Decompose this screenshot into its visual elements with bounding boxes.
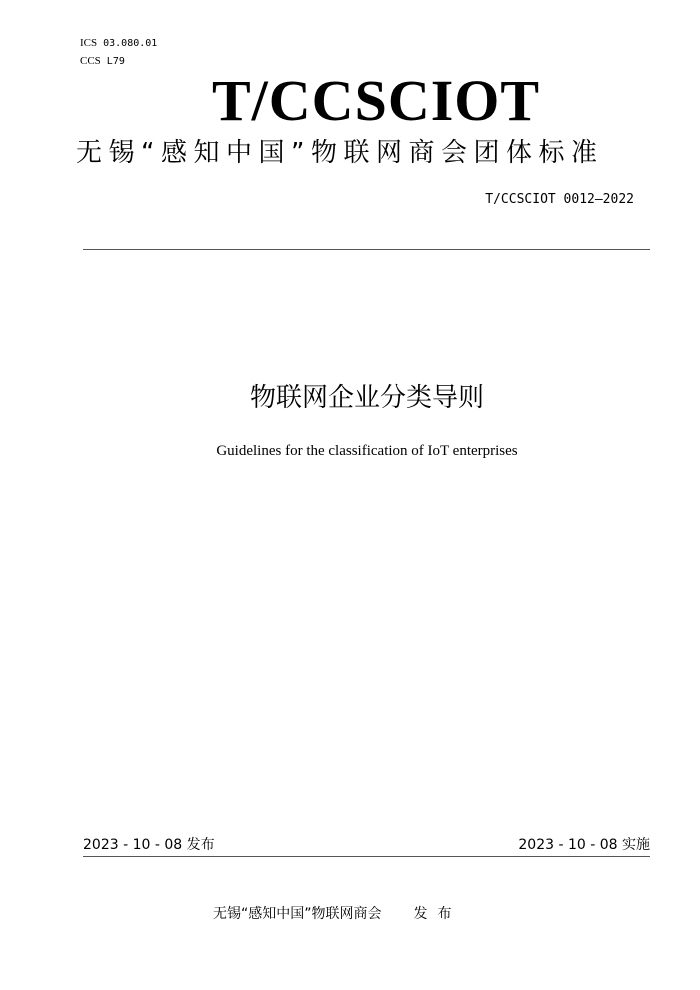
ics-label: ICS [80, 37, 98, 49]
bottom-divider [83, 856, 650, 857]
brand-logo: T/CCSCIOT [212, 68, 541, 133]
top-divider [83, 249, 650, 250]
standard-number: T/CCSCIOT 0012—2022 [485, 192, 634, 207]
publisher-action: 发布 [413, 906, 462, 922]
ccs-code [80, 54, 125, 69]
document-title-english: Guidelines for the classification of IoT enterprises [216, 443, 518, 459]
publisher-line [213, 904, 462, 924]
ccs-label: CCS [80, 55, 101, 67]
document-title-chinese: 物联网企业分类导则 [249, 383, 484, 413]
ics-code [80, 36, 157, 51]
publish-date: 2023 - 10 - 08 发布 [83, 837, 215, 853]
publisher-name: 无锡“感知中国”物联网商会 [213, 906, 382, 922]
ccs-value: L79 [106, 56, 125, 67]
organization-standard-line: 无锡“感知中国”物联网商会团体标准 [76, 138, 604, 168]
ics-value: 03.080.01 [103, 38, 158, 49]
implementation-date: 2023 - 10 - 08 实施 [518, 837, 650, 853]
